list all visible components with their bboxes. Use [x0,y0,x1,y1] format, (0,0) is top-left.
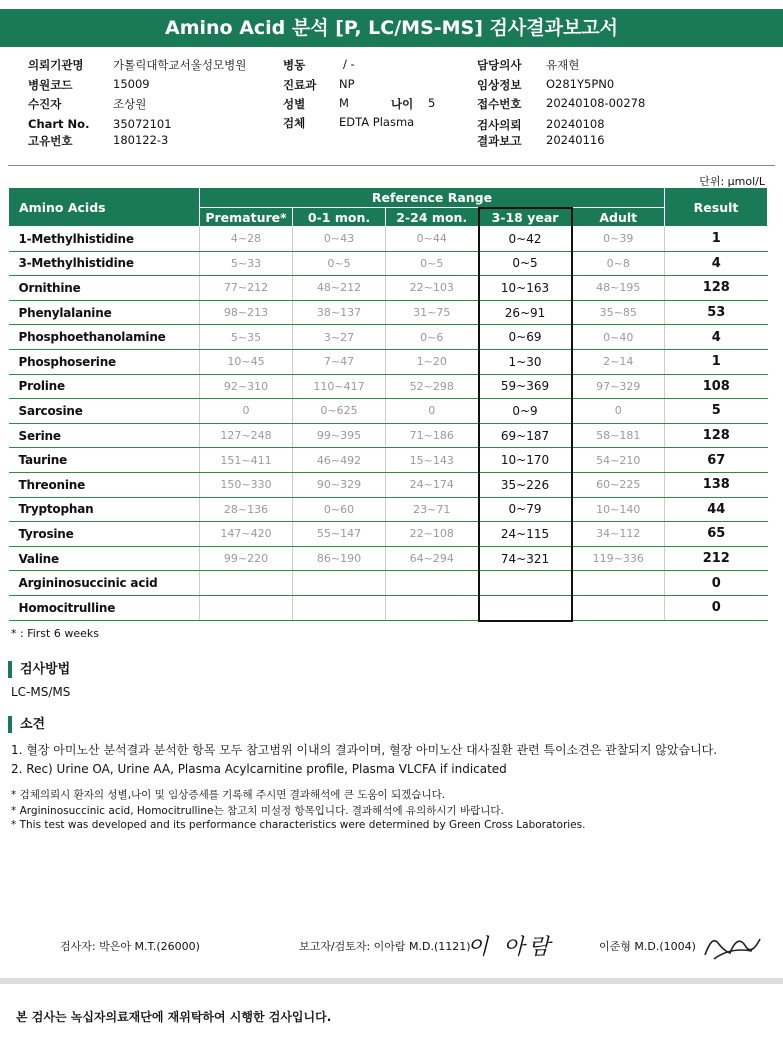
reference-value: 0~39 [572,227,665,252]
ward-label: 병동 [283,58,306,72]
table-row [9,325,768,350]
result-value: 212 [665,546,768,571]
reference-value: 22~108 [386,522,479,547]
result-value: 67 [665,448,768,473]
reference-3-18-year: 1~30 [479,349,572,374]
note-1: * 검체의뢰시 환자의 성별,나이 및 임상증세를 기록해 주시면 결과해석에 큰 도움이 되겠습니다. [11,789,446,801]
reference-value: 64~294 [386,546,479,571]
reference-3-18-year: 69~187 [479,423,572,448]
result-value: 5 [665,399,768,424]
table-row [9,349,768,374]
age-value: 5 [428,96,436,110]
table-row [9,374,768,399]
reference-value [572,595,665,620]
header-3-18-year: 3-18 year [479,208,572,227]
amino-acid-name: Proline [9,374,200,399]
reference-value: 4~28 [200,227,293,252]
reference-value: 99~395 [293,423,386,448]
reference-value: 86~190 [293,546,386,571]
reference-value: 2~14 [572,349,665,374]
amino-acid-name: Sarcosine [9,399,200,424]
reference-3-18-year: 10~163 [479,276,572,301]
amino-acid-name: Tyrosine [9,522,200,547]
chart-label: Chart No. [28,117,90,131]
note-3: * This test was developed and its performance characteristics were determined by Green Cross Laboratories. [11,819,586,831]
reference-value: 5~33 [200,251,293,276]
header-adult: Adult [572,208,665,227]
reference-3-18-year: 0~5 [479,251,572,276]
reference-3-18-year: 0~79 [479,497,572,522]
reference-3-18-year: 0~69 [479,325,572,350]
header-amino-acids: Amino Acids [9,188,200,227]
reference-value: 0~43 [293,227,386,252]
reference-value: 0 [572,399,665,424]
reference-3-18-year: 35~226 [479,472,572,497]
footnote: * : First 6 weeks [11,627,99,640]
sex-label: 성별 [283,97,306,111]
accession-value: 20240108-00278 [546,96,646,110]
reference-value [386,571,479,596]
tester: 검사자: 박은아 M.T.(26000) [60,940,200,953]
report-label: 결과보고 [477,134,522,148]
outsourcing-notice: 본 검사는 녹십자의료재단에 재위탁하여 시행한 검사입니다. [16,1010,332,1024]
method-text: LC-MS/MS [11,685,71,699]
reference-value: 151~411 [200,448,293,473]
amino-acid-name: Tryptophan [9,497,200,522]
table-row [9,276,768,301]
reference-value: 58~181 [572,423,665,448]
reference-value: 0~44 [386,227,479,252]
clinical-label: 임상정보 [477,78,522,92]
patient-value: 조상원 [113,97,147,111]
dept-value: NP [339,77,355,91]
table-row [9,571,768,596]
reference-value: 46~492 [293,448,386,473]
reference-value: 38~137 [293,300,386,325]
method-title: 검사방법 [8,661,70,678]
result-value: 0 [665,595,768,620]
result-value: 138 [665,472,768,497]
reference-3-18-year: 74~321 [479,546,572,571]
reference-value: 48~212 [293,276,386,301]
reference-value: 22~103 [386,276,479,301]
header-result: Result [665,188,768,227]
reference-value: 150~330 [200,472,293,497]
director-signature [700,925,764,970]
result-value: 128 [665,423,768,448]
doctor-value: 유재현 [546,58,580,72]
opinion-line-2: 2. Rec) Urine OA, Urine AA, Plasma Acylcarnitine profile, Plasma VLCFA if indicated [11,762,507,776]
reference-3-18-year: 26~91 [479,300,572,325]
note-2: * Argininosuccinic acid, Homocitrulline는 참고치 미설정 항목입니다. 결과해석에 유의하시기 바랍니다. [11,805,504,817]
reference-value: 31~75 [386,300,479,325]
header-2-24-mon: 2-24 mon. [386,208,479,227]
chart-value: 35072101 [113,117,172,131]
result-value: 53 [665,300,768,325]
reference-value: 10~140 [572,497,665,522]
table-row [9,227,768,252]
ward-value: / - [343,57,355,71]
reference-value: 127~248 [200,423,293,448]
result-value: 1 [665,227,768,252]
reference-value: 0~60 [293,497,386,522]
reviewer-signature: 이 아람 [467,935,554,960]
reference-value: 10~45 [200,349,293,374]
table-row [9,472,768,497]
amino-acid-name: Taurine [9,448,200,473]
code-value: 15009 [113,77,150,91]
info-divider [8,165,775,166]
result-value: 4 [665,325,768,350]
reference-value: 71~186 [386,423,479,448]
header-premature: Premature* [200,208,293,227]
sex-value: M [339,96,349,110]
dept-label: 진료과 [283,78,317,92]
reference-value [293,595,386,620]
reference-value: 24~174 [386,472,479,497]
accession-label: 접수번호 [477,97,522,111]
reference-value: 0~5 [386,251,479,276]
table-row [9,399,768,424]
reference-value: 0~625 [293,399,386,424]
request-value: 20240108 [546,117,605,131]
code-label: 병원코드 [28,78,73,92]
reference-value: 28~136 [200,497,293,522]
amino-acid-name: Phenylalanine [9,300,200,325]
reference-value: 90~329 [293,472,386,497]
result-value: 65 [665,522,768,547]
reference-value: 1~20 [386,349,479,374]
reference-value: 15~143 [386,448,479,473]
reference-3-18-year: 0~9 [479,399,572,424]
reference-3-18-year: 59~369 [479,374,572,399]
reference-value: 54~210 [572,448,665,473]
result-value: 128 [665,276,768,301]
reference-value: 3~27 [293,325,386,350]
reviewer: 보고자/검토자: 이아람 M.D.(1121) [299,940,471,953]
result-value: 108 [665,374,768,399]
reference-value: 35~85 [572,300,665,325]
amino-acid-name: Threonine [9,472,200,497]
reference-3-18-year: 0~42 [479,227,572,252]
reference-value: 34~112 [572,522,665,547]
reference-value: 48~195 [572,276,665,301]
reference-value: 119~336 [572,546,665,571]
reference-value: 5~35 [200,325,293,350]
reference-value: 23~71 [386,497,479,522]
reference-value [386,595,479,620]
specimen-value: EDTA Plasma [339,115,415,129]
reference-value: 99~220 [200,546,293,571]
table-row [9,546,768,571]
reference-value: 97~329 [572,374,665,399]
hospital-label: 의뢰기관명 [28,58,84,72]
specimen-label: 검체 [283,116,306,130]
amino-acid-name: 1-Methylhistidine [9,227,200,252]
reference-3-18-year [479,571,572,596]
amino-acid-name: Homocitrulline [9,595,200,620]
opinion-line-1: 1. 혈장 아미노산 분석결과 분석한 항목 모두 참고범위 이내의 결과이며, 혈장 아미노산 대사질환 관련 특이소견은 관찰되지 않았습니다. [11,743,718,757]
result-value: 0 [665,571,768,596]
amino-acid-name: Valine [9,546,200,571]
bottom-divider [0,978,783,984]
patient-info [0,0,783,160]
reference-value: 0 [200,399,293,424]
amino-acid-name: 3-Methylhistidine [9,251,200,276]
result-value: 4 [665,251,768,276]
reference-value [293,571,386,596]
reference-value: 0 [386,399,479,424]
age-label: 나이 [391,97,414,111]
table-row [9,522,768,547]
reference-value: 98~213 [200,300,293,325]
hospital-value: 가톨릭대학교서울성모병원 [113,58,247,72]
reference-value: 92~310 [200,374,293,399]
report-value: 20240116 [546,133,605,147]
reference-3-18-year [479,595,572,620]
reference-value: 7~47 [293,349,386,374]
reference-value: 110~417 [293,374,386,399]
reference-3-18-year: 24~115 [479,522,572,547]
request-label: 검사의뢰 [477,118,522,132]
amino-acid-name: Serine [9,423,200,448]
reference-value: 0~8 [572,251,665,276]
result-value: 1 [665,349,768,374]
doctor-label: 담당의사 [477,58,522,72]
header-0-1-mon: 0-1 mon. [293,208,386,227]
table-row [9,448,768,473]
reference-value: 60~225 [572,472,665,497]
reference-value [200,571,293,596]
amino-acid-name: Phosphoethanolamine [9,325,200,350]
reference-value: 77~212 [200,276,293,301]
reference-value [200,595,293,620]
result-value: 44 [665,497,768,522]
table-row [9,300,768,325]
unit-label: 단위: μmol/L [699,175,765,188]
table-row [9,497,768,522]
amino-acid-name: Ornithine [9,276,200,301]
results-table [8,187,768,622]
uid-value: 180122-3 [113,133,169,147]
director: 이준형 M.D.(1004) [599,940,696,953]
table-row [9,595,768,620]
patient-label: 수진자 [28,97,62,111]
reference-value [572,571,665,596]
opinion-title: 소견 [8,716,45,733]
report-title: Amino Acid 분석 [P, LC/MS-MS] 검사결과보고서 [0,9,783,47]
reference-value: 0~6 [386,325,479,350]
header-reference-range: Reference Range [200,188,665,208]
table-row [9,423,768,448]
reference-value: 147~420 [200,522,293,547]
table-row [9,251,768,276]
clinical-value: O281Y5PN0 [546,77,615,91]
reference-value: 52~298 [386,374,479,399]
reference-value: 0~5 [293,251,386,276]
uid-label: 고유번호 [28,134,73,148]
amino-acid-name: Phosphoserine [9,349,200,374]
reference-value: 55~147 [293,522,386,547]
reference-3-18-year: 10~170 [479,448,572,473]
amino-acid-name: Argininosuccinic acid [9,571,200,596]
reference-value: 0~40 [572,325,665,350]
